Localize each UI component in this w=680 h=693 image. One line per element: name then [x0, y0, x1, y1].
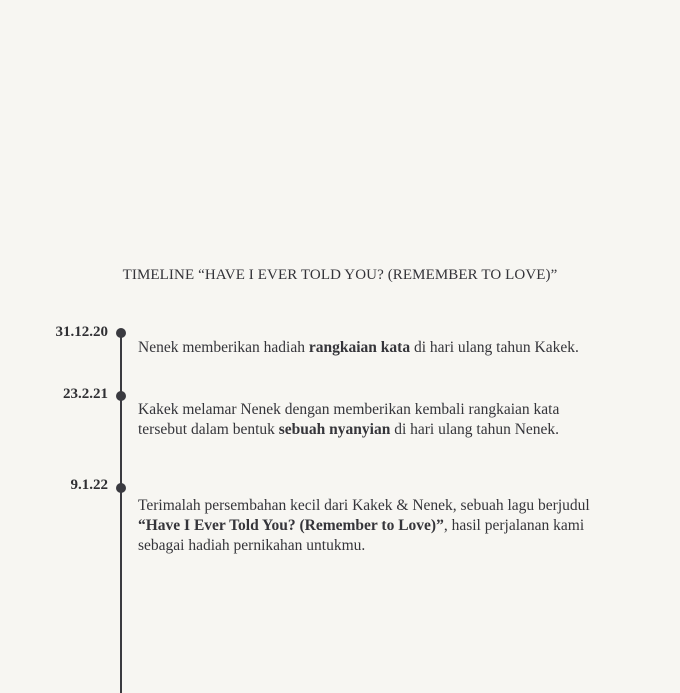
entry-text-regular: Terimalah persembahan kecil dari Kakek & Nenek, sebuah lagu berjudul: [138, 497, 590, 514]
entry-date: 9.1.22: [70, 477, 108, 493]
timeline-line: [120, 333, 122, 693]
timeline-dot: [116, 328, 126, 338]
entry-text-regular: Nenek memberikan hadiah: [138, 339, 309, 356]
entry-text: [138, 400, 608, 440]
entry-text-regular: di hari ulang tahun Kakek.: [410, 339, 579, 356]
entry-date: 31.12.20: [55, 324, 108, 340]
timeline-dot: [116, 391, 126, 401]
page-title: TIMELINE “HAVE I EVER TOLD YOU? (REMEMBER TO LOVE)”: [122, 267, 558, 283]
entry-text: [138, 338, 608, 358]
entry-text-bold: rangkaian kata: [308, 339, 411, 356]
entry-text-bold: “Have I Ever Told You? (Remember to Love)”: [138, 517, 444, 534]
timeline-dot: [116, 483, 126, 493]
entry-text-bold: sebuah nyanyian: [278, 421, 391, 438]
entry-text: [138, 496, 608, 556]
entry-text-regular: di hari ulang tahun Nenek.: [390, 421, 560, 438]
entry-date: 23.2.21: [63, 386, 108, 402]
entry-text-regular: , hasil perjalanan kami sebagai hadiah pernikahan untukmu.: [138, 517, 585, 554]
entry-text-regular: Kakek melamar Nenek dengan memberikan kembali rangkaian kata tersebut dalam bentuk: [138, 401, 560, 438]
